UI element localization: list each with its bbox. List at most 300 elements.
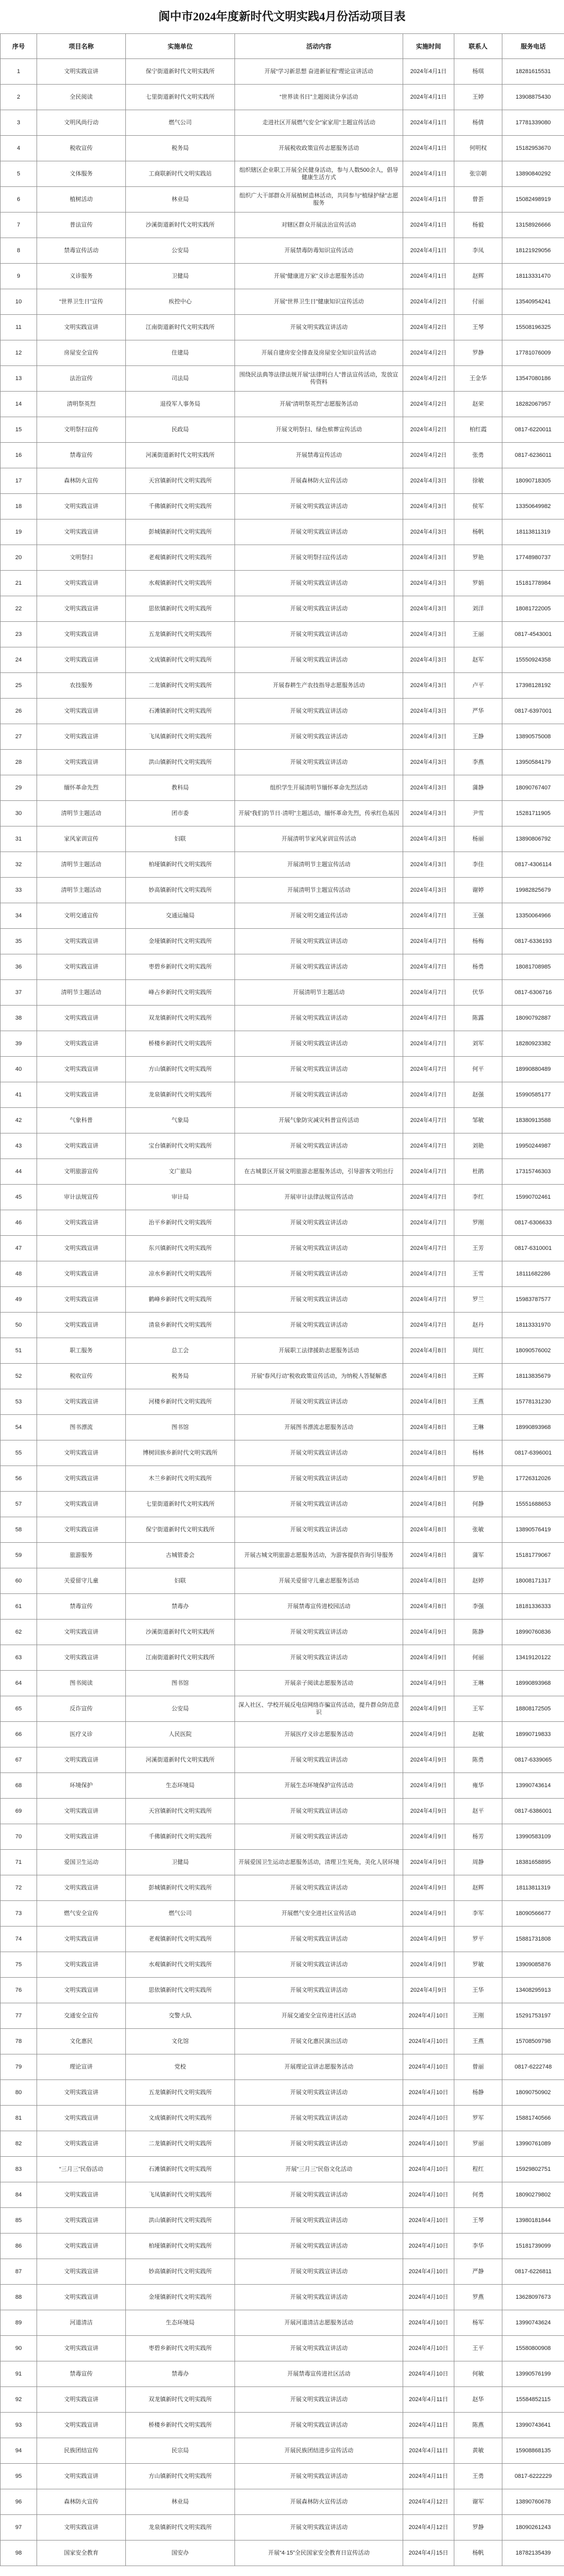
cell-project-name — [37, 1696, 126, 1722]
cell-content — [235, 1773, 403, 1799]
page-title: 阆中市2024年度新时代文明实践4月份活动项目表 — [158, 10, 406, 23]
table-row — [1, 1031, 564, 1057]
table-row — [1, 519, 564, 545]
cell-unit — [126, 2285, 235, 2310]
cell-unit-text: 水观镇新时代文明实践所 — [148, 1961, 212, 1968]
cell-unit-text: 五龙镇新时代文明实践所 — [148, 631, 212, 637]
cell-content — [235, 1517, 403, 1543]
cell-date — [403, 85, 454, 110]
cell-date — [403, 1133, 454, 1159]
cell-content — [235, 1057, 403, 1082]
cell-date-text: 2024年4月1日 — [410, 68, 447, 75]
table-row — [1, 929, 564, 954]
table-row — [1, 1568, 564, 1594]
cell-project-name — [37, 59, 126, 85]
cell-phone — [502, 264, 564, 289]
cell-unit-text: 枣碧乡新时代文明实践所 — [148, 964, 212, 970]
cell-date — [403, 775, 454, 801]
cell-phone — [502, 2259, 564, 2285]
cell-project-name-text: 森林防火宣传 — [64, 2499, 99, 2505]
cell-content-text: 开展“健康进万家”义诊志愿服务活动 — [274, 273, 364, 279]
cell-date — [403, 1364, 454, 1389]
cell-project-name — [37, 2003, 126, 2029]
cell-date-text: 2024年4月9日 — [410, 1782, 447, 1789]
cell-no-text: 89 — [15, 2320, 22, 2326]
cell-project-name — [37, 1875, 126, 1901]
cell-no-text: 72 — [15, 1885, 22, 1891]
cell-date-text: 2024年4月10日 — [408, 2166, 449, 2172]
cell-content-text: 开展禁毒宣传进校园活动 — [287, 1603, 350, 1610]
cell-no-text: 63 — [15, 1655, 22, 1661]
cell-project-name — [37, 1210, 126, 1236]
cell-unit-text: 凉水乡新时代文明实践所 — [148, 1271, 212, 1277]
cell-contact — [454, 85, 502, 110]
cell-date — [403, 315, 454, 340]
cell-date — [403, 2336, 454, 2361]
cell-date-text: 2024年4月9日 — [410, 1706, 447, 1712]
cell-no — [1, 2540, 37, 2566]
cell-date-text: 2024年4月10日 — [408, 2115, 449, 2121]
cell-phone — [502, 2182, 564, 2208]
cell-no-text: 73 — [15, 1910, 22, 1917]
cell-content-text: 开展医疗义诊志愿服务活动 — [284, 1731, 354, 1738]
cell-project-name-text: 文明实践宣讲 — [64, 1757, 99, 1763]
cell-date-text: 2024年4月9日 — [410, 1834, 447, 1840]
cell-unit-text: 柏垭镇新时代文明实践所 — [148, 861, 212, 868]
cell-date-text: 2024年4月12日 — [408, 2524, 449, 2531]
cell-contact-text: 李华 — [472, 2243, 484, 2249]
cell-phone — [502, 1696, 564, 1722]
cell-content-text: 开展文明实践宣讲活动 — [290, 1296, 348, 1303]
cell-no — [1, 1389, 37, 1415]
table-row — [1, 2208, 564, 2234]
table-row — [1, 1082, 564, 1108]
cell-phone-text: 17726312026 — [515, 1475, 551, 1482]
cell-date — [403, 673, 454, 699]
cell-project-name — [37, 1159, 126, 1185]
cell-no-text: 59 — [15, 1552, 22, 1558]
cell-content-text: 开展“4·15”全民国家安全教育日宣传活动 — [268, 2550, 370, 2556]
cell-project-name-text: 房屋安全宣传 — [64, 350, 99, 356]
cell-no — [1, 1747, 37, 1773]
cell-contact — [454, 1057, 502, 1082]
cell-no-text: 11 — [15, 324, 22, 330]
cell-contact-text: 王婷 — [472, 94, 484, 100]
cell-no-text: 53 — [15, 1399, 22, 1405]
cell-unit-text: 党校 — [174, 2064, 186, 2070]
cell-phone-text: 18090576002 — [515, 1348, 551, 1354]
cell-content-text: 开展文明实践宣讲活动 — [290, 1834, 348, 1840]
cell-no-text: 65 — [15, 1706, 22, 1712]
cell-unit-text: 二龙镇新时代文明实践所 — [148, 2141, 212, 2147]
cell-contact-text: 李强 — [472, 1603, 484, 1610]
cell-content — [235, 136, 403, 161]
cell-phone-text: 18090750902 — [515, 2089, 551, 2096]
cell-phone-text: 15990702461 — [515, 1194, 551, 1200]
cell-contact-text: 雍华 — [472, 1782, 484, 1789]
cell-unit — [126, 2336, 235, 2361]
cell-phone — [502, 647, 564, 673]
cell-no — [1, 2387, 37, 2413]
cell-content — [235, 801, 403, 826]
cell-content — [235, 571, 403, 596]
table-row — [1, 161, 564, 187]
cell-unit-text: 洪山镇新时代文明实践所 — [148, 759, 212, 765]
cell-no — [1, 212, 37, 238]
cell-contact — [454, 136, 502, 161]
table-row — [1, 1696, 564, 1722]
cell-no — [1, 1261, 37, 1287]
cell-date-text: 2024年4月3日 — [410, 785, 447, 791]
cell-contact-text: 杨毅 — [472, 222, 484, 228]
cell-no — [1, 1338, 37, 1364]
cell-no — [1, 2054, 37, 2080]
cell-date-text: 2024年4月8日 — [410, 1501, 447, 1507]
cell-project-name — [37, 2540, 126, 2566]
table-row — [1, 212, 564, 238]
cell-contact — [454, 2413, 502, 2438]
cell-project-name-text: 图书漂流 — [69, 1424, 93, 1431]
cell-phone-text: 18081722005 — [515, 606, 551, 612]
cell-no-text: 70 — [15, 1834, 22, 1840]
cell-no-text: 21 — [15, 580, 22, 586]
cell-contact-text: 何敏 — [472, 2371, 484, 2377]
cell-phone-text: 13990743641 — [515, 2422, 551, 2428]
cell-project-name — [37, 596, 126, 622]
cell-unit-text: 图书馆 — [171, 1424, 189, 1431]
cell-date-text: 2024年4月3日 — [410, 682, 447, 689]
cell-phone-text: 15291753197 — [515, 2013, 551, 2019]
cell-unit — [126, 571, 235, 596]
cell-phone-text: 18090279802 — [515, 2192, 551, 2198]
cell-content-text: 开展审计法律法规宣传活动 — [284, 1194, 354, 1200]
table-row — [1, 1901, 564, 1927]
cell-content — [235, 2259, 403, 2285]
table-row — [1, 1364, 564, 1389]
cell-project-name-text: 全民阅读 — [69, 94, 93, 100]
cell-project-name — [37, 1466, 126, 1492]
cell-project-name-text: 河道清洁 — [69, 2320, 93, 2326]
cell-no — [1, 852, 37, 878]
cell-project-name — [37, 1747, 126, 1773]
cell-no-text: 40 — [15, 1066, 22, 1072]
cell-no — [1, 2234, 37, 2259]
table-row — [1, 1313, 564, 1338]
cell-no — [1, 596, 37, 622]
cell-no-text: 62 — [15, 1629, 22, 1635]
cell-unit-text: 保宁街道新时代文明实践所 — [146, 68, 215, 75]
cell-unit — [126, 238, 235, 264]
cell-no-text: 22 — [15, 606, 22, 612]
cell-contact-text: 侯军 — [472, 503, 484, 510]
cell-phone-text: 18008171317 — [515, 1578, 551, 1584]
cell-contact-text: 王勇 — [472, 2473, 484, 2479]
cell-unit-text: 老观镇新时代文明实践所 — [148, 554, 212, 561]
cell-content — [235, 1440, 403, 1466]
cell-no — [1, 2464, 37, 2489]
table-row — [1, 2029, 564, 2054]
cell-phone-text: 13890575008 — [515, 734, 551, 740]
cell-unit-text: 桥楼乡新时代文明实践所 — [148, 1041, 212, 1047]
cell-unit-text: 人民医院 — [169, 1731, 192, 1738]
cell-unit-text: 水观镇新时代文明实践所 — [148, 580, 212, 586]
cell-project-name — [37, 1082, 126, 1108]
cell-contact-text: 杨林 — [472, 1450, 484, 1456]
cell-date — [403, 2080, 454, 2106]
cell-content-text: 开展古城文明旅游志愿服务活动，为游客提供咨询引导服务 — [244, 1552, 394, 1558]
header-date-text: 实施时间 — [416, 42, 441, 50]
cell-no-text: 90 — [15, 2345, 22, 2352]
cell-content-text: 开展春耕生产农技指导志愿服务活动 — [273, 682, 365, 689]
cell-content — [235, 1901, 403, 1927]
cell-no-text: 55 — [15, 1450, 22, 1456]
cell-date — [403, 417, 454, 443]
cell-content — [235, 954, 403, 980]
cell-unit — [126, 136, 235, 161]
cell-content-text: 开展文明实践宣讲活动 — [290, 2396, 348, 2403]
cell-no — [1, 1108, 37, 1133]
cell-date — [403, 161, 454, 187]
cell-project-name-text: 文明风尚行动 — [64, 120, 99, 126]
cell-unit — [126, 1415, 235, 1440]
cell-phone — [502, 699, 564, 724]
cell-project-name — [37, 1287, 126, 1313]
cell-content-text: 走进社区开展燃气安全“家家用”主题宣传活动 — [262, 120, 375, 126]
cell-content — [235, 2489, 403, 2515]
cell-content-text: 开展文明实践宣讲活动 — [290, 2524, 348, 2531]
cell-date — [403, 750, 454, 775]
cell-no — [1, 878, 37, 903]
table-row — [1, 1543, 564, 1568]
cell-content-text: 开展文明实践宣讲活动 — [290, 1271, 348, 1277]
cell-content — [235, 1466, 403, 1492]
cell-date-text: 2024年4月11日 — [408, 2396, 448, 2403]
cell-no-text: 2 — [17, 94, 20, 100]
cell-contact — [454, 1747, 502, 1773]
header-row — [1, 34, 564, 59]
header-no — [1, 34, 37, 59]
cell-unit-text: 飞凤镇新时代文明实践所 — [148, 734, 212, 740]
cell-date — [403, 2106, 454, 2131]
cell-no-text: 45 — [15, 1194, 22, 1200]
header-project-name-text: 项目名称 — [68, 42, 94, 50]
cell-project-name-text: 文明实践宣讲 — [64, 631, 99, 637]
cell-contact — [454, 954, 502, 980]
cell-unit — [126, 1466, 235, 1492]
cell-content-text: 开展清明节主题宣传活动 — [287, 861, 350, 868]
cell-project-name-text: 普法宣传 — [69, 222, 93, 228]
cell-project-name — [37, 673, 126, 699]
cell-contact — [454, 699, 502, 724]
cell-date — [403, 826, 454, 852]
cell-phone — [502, 2336, 564, 2361]
cell-project-name — [37, 2080, 126, 2106]
cell-no — [1, 392, 37, 417]
cell-date-text: 2024年4月9日 — [410, 1885, 447, 1891]
cell-no — [1, 1696, 37, 1722]
cell-project-name-text: 文明实践宣讲 — [64, 2268, 99, 2275]
cell-project-name — [37, 571, 126, 596]
cell-no — [1, 136, 37, 161]
cell-phone — [502, 2157, 564, 2182]
cell-phone-text: 15182953670 — [515, 145, 551, 151]
cell-contact — [454, 340, 502, 366]
cell-project-name-text: 文化惠民 — [69, 2038, 93, 2045]
cell-date-text: 2024年4月9日 — [410, 1961, 447, 1968]
cell-date-text: 2024年4月8日 — [410, 1578, 447, 1584]
cell-date — [403, 980, 454, 1006]
cell-phone — [502, 2413, 564, 2438]
cell-content-text: 组织学生开展清明节缅怀革命先烈活动 — [270, 785, 368, 791]
cell-phone-text: 18990760836 — [515, 1629, 551, 1635]
cell-phone — [502, 2310, 564, 2336]
cell-content — [235, 1543, 403, 1568]
cell-date — [403, 903, 454, 929]
cell-no-text: 52 — [15, 1373, 22, 1379]
cell-no — [1, 1568, 37, 1594]
cell-content — [235, 212, 403, 238]
cell-project-name — [37, 878, 126, 903]
table-row — [1, 1261, 564, 1287]
cell-unit — [126, 161, 235, 187]
cell-project-name — [37, 2182, 126, 2208]
cell-phone-text: 13408295913 — [515, 1987, 551, 1993]
cell-content — [235, 1159, 403, 1185]
cell-no — [1, 1440, 37, 1466]
cell-contact — [454, 2131, 502, 2157]
cell-project-name — [37, 1978, 126, 2003]
cell-date-text: 2024年4月1日 — [410, 120, 447, 126]
cell-project-name-text: 清明祭英烈 — [67, 401, 96, 407]
cell-contact-text: 徐敏 — [472, 478, 484, 484]
cell-unit — [126, 1236, 235, 1261]
cell-project-name-text: 文明实践宣讲 — [64, 1501, 99, 1507]
cell-date-text: 2024年4月3日 — [410, 478, 447, 484]
cell-date-text: 2024年4月11日 — [408, 2473, 448, 2479]
cell-phone — [502, 724, 564, 750]
cell-unit — [126, 1747, 235, 1773]
cell-unit — [126, 340, 235, 366]
cell-no — [1, 1466, 37, 1492]
cell-contact — [454, 59, 502, 85]
cell-project-name — [37, 1824, 126, 1850]
table-row — [1, 2336, 564, 2361]
cell-content — [235, 1594, 403, 1620]
cell-date — [403, 2182, 454, 2208]
cell-content — [235, 2285, 403, 2310]
cell-contact — [454, 468, 502, 494]
cell-date — [403, 622, 454, 647]
cell-contact-text: 杨芳 — [472, 1834, 484, 1840]
cell-phone — [502, 1159, 564, 1185]
cell-unit-text: 税务局 — [171, 1373, 189, 1379]
cell-contact-text: 杨梅 — [472, 938, 484, 944]
cell-contact-text: 李佳 — [472, 861, 484, 868]
cell-content — [235, 1696, 403, 1722]
cell-no-text: 20 — [15, 554, 22, 561]
cell-no-text: 56 — [15, 1475, 22, 1482]
cell-contact — [454, 1287, 502, 1313]
cell-date — [403, 2464, 454, 2489]
cell-date-text: 2024年4月9日 — [410, 1680, 447, 1686]
cell-phone-text: 18782135439 — [515, 2550, 551, 2556]
cell-content — [235, 1875, 403, 1901]
cell-no — [1, 289, 37, 315]
cell-contact-text: 曾丽 — [472, 2064, 484, 2070]
cell-unit-text: 退役军人事务局 — [160, 401, 201, 407]
cell-content — [235, 1287, 403, 1313]
cell-phone — [502, 1620, 564, 1645]
cell-phone — [502, 1133, 564, 1159]
cell-phone — [502, 954, 564, 980]
table-row — [1, 2540, 564, 2566]
cell-date — [403, 1261, 454, 1287]
cell-contact — [454, 2489, 502, 2515]
cell-no-text: 88 — [15, 2294, 22, 2300]
cell-phone-text: 18113331970 — [515, 1322, 551, 1328]
table-row — [1, 1850, 564, 1875]
cell-contact — [454, 622, 502, 647]
cell-unit-text: 气象局 — [171, 1117, 189, 1124]
cell-phone-text: 13350064966 — [515, 913, 551, 919]
cell-phone — [502, 1236, 564, 1261]
cell-no-text: 7 — [17, 222, 20, 228]
cell-phone — [502, 929, 564, 954]
cell-unit-text: 公安局 — [171, 247, 189, 254]
header-no-text: 序号 — [12, 42, 25, 50]
cell-contact-text: 蒲静 — [472, 785, 484, 791]
cell-content — [235, 1978, 403, 2003]
cell-contact — [454, 2310, 502, 2336]
table-row — [1, 110, 564, 136]
cell-content-text: 开展亲子阅读志愿服务活动 — [284, 1680, 354, 1686]
cell-contact — [454, 1492, 502, 1517]
cell-phone — [502, 1722, 564, 1747]
cell-no-text: 75 — [15, 1961, 22, 1968]
cell-project-name — [37, 1543, 126, 1568]
cell-no — [1, 315, 37, 340]
cell-date — [403, 1620, 454, 1645]
cell-contact-text: 刘艳 — [472, 1143, 484, 1149]
cell-contact-text: 张勇 — [472, 452, 484, 458]
cell-no — [1, 1313, 37, 1338]
cell-contact-text: 赵辉 — [472, 1885, 484, 1891]
cell-contact — [454, 724, 502, 750]
cell-content-text: 开展文明实践宣讲活动 — [290, 1015, 348, 1021]
cell-project-name-text: 文明实践宣讲 — [64, 759, 99, 765]
cell-project-name — [37, 929, 126, 954]
cell-unit-text: 文化馆 — [171, 2038, 189, 2045]
cell-no — [1, 673, 37, 699]
cell-contact-text: 王丽 — [472, 631, 484, 637]
cell-phone-text: 15881731808 — [515, 1936, 551, 1942]
cell-project-name — [37, 1236, 126, 1261]
cell-no — [1, 1671, 37, 1696]
cell-project-name-text: 文明实践宣讲 — [64, 1527, 99, 1533]
cell-contact-text: 何丽 — [472, 1655, 484, 1661]
header-phone — [502, 34, 564, 59]
cell-date — [403, 1722, 454, 1747]
cell-date-text: 2024年4月3日 — [410, 708, 447, 714]
cell-content — [235, 2310, 403, 2336]
cell-date-text: 2024年4月10日 — [408, 2089, 449, 2096]
cell-project-name-text: 文明实践宣讲 — [64, 2473, 99, 2479]
cell-content — [235, 2029, 403, 2054]
cell-unit — [126, 264, 235, 289]
cell-content — [235, 545, 403, 571]
cell-phone — [502, 1978, 564, 2003]
cell-date — [403, 1440, 454, 1466]
